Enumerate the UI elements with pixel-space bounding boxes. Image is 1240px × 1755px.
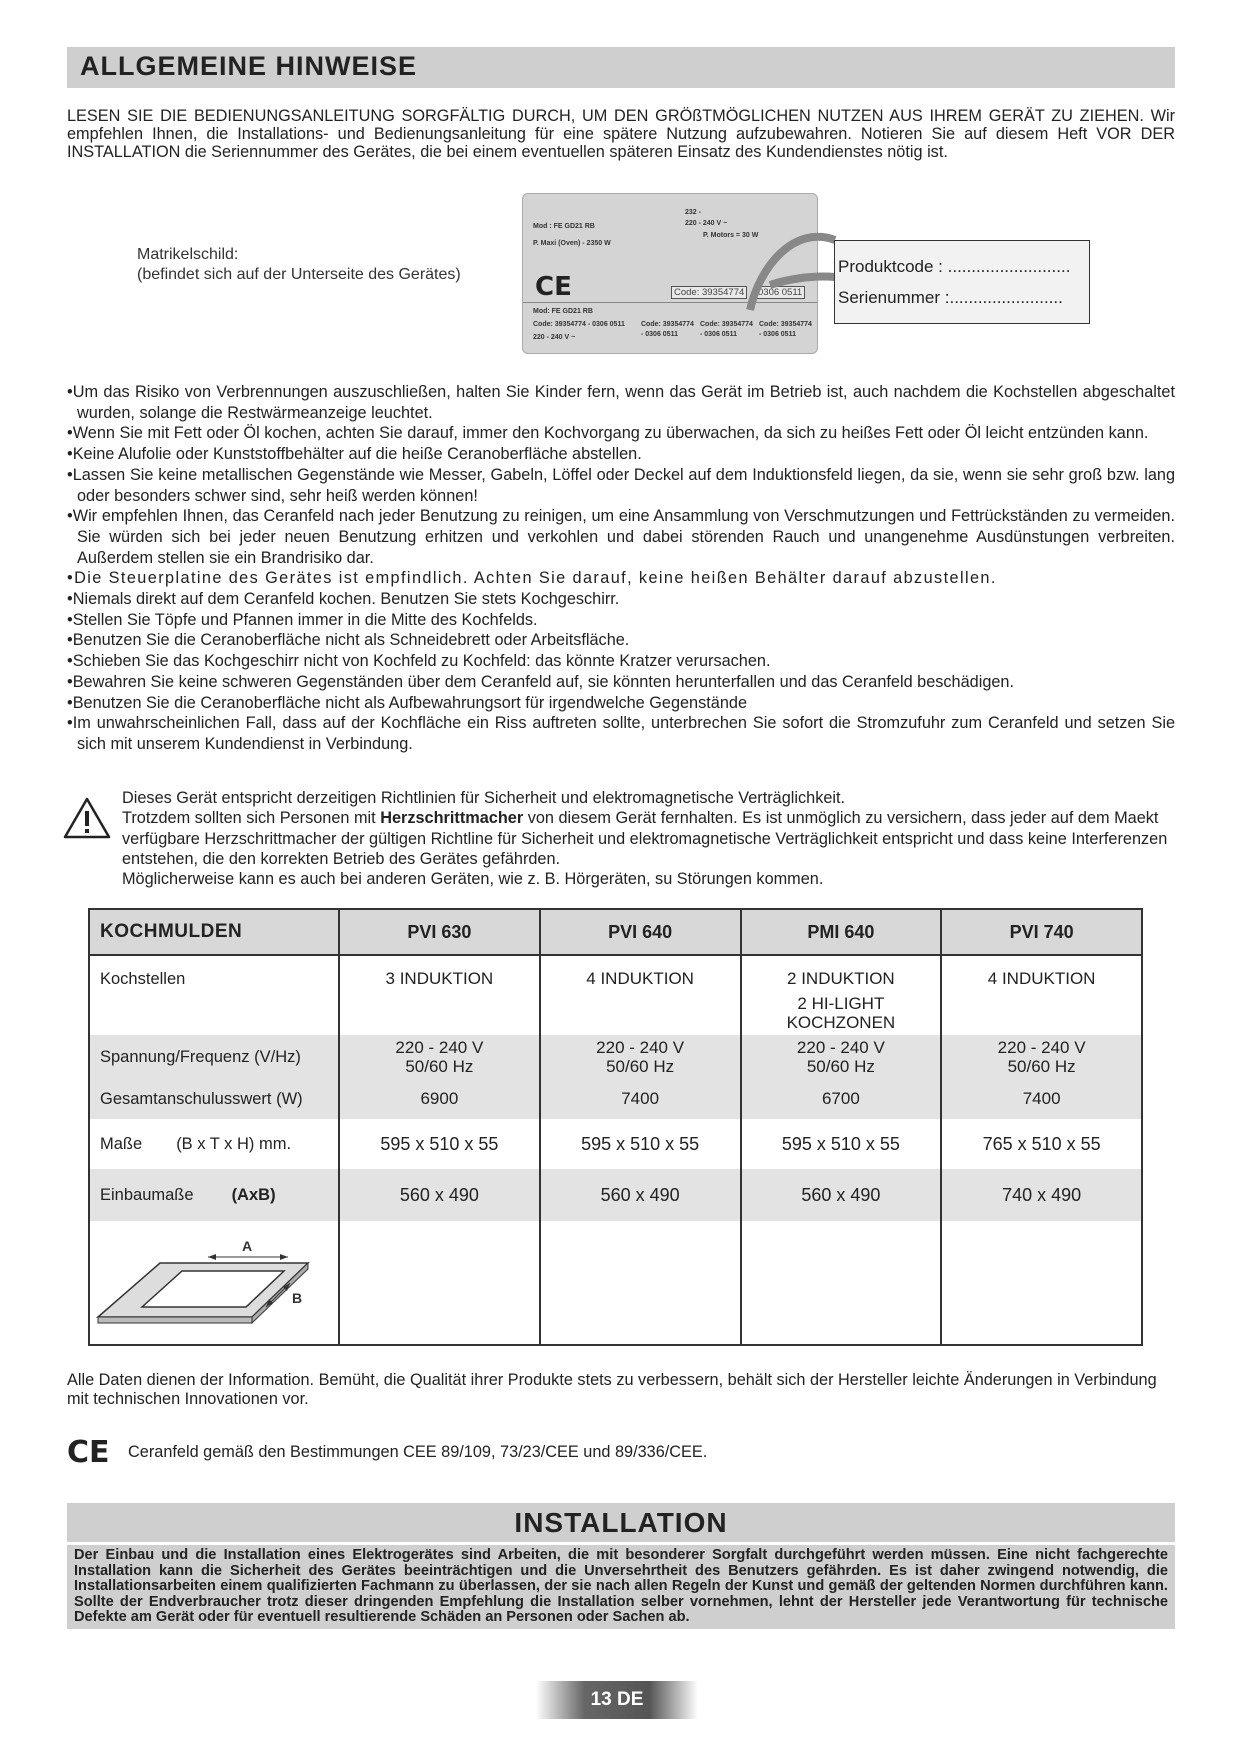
cutout-diagram: [90, 1221, 336, 1339]
installation-text: Der Einbau und die Installation eines Elektrogerätes sind Arbeiten, die mit besonderer Sorgfalt durchgeführt werden müssen. Eine nicht fachgerechte Installation kann die Sicherheit des Gerätes beeinträchtigen und die Unversehrtheit des Benutzers gefährden. Es ist daher zwingend notwendig, die Installationsarbeiten einem qualifizierten Fachmann zu überlassen, der sie nach allen Regeln der Kunst und gemäß der geltenden Normen durchführen kann. Sollte der Endverbraucher trotz dieser dringenden Empfehlung die Installation selber vornehmen, lehnt der Hersteller jede Verantwortung für technische Defekte am Gerät oder für eventuell resultierende Schäden an Personen oder Sachen ab.: [67, 1545, 1175, 1629]
table-header-cell: KOCHMULDEN: [89, 909, 339, 955]
list-item: •Benutzen Sie die Ceranoberfläche nicht als Aufbewahrungsort für irgendwelche Gegenstände: [67, 693, 747, 712]
warning-triangle-icon: [62, 796, 112, 840]
product-code-box: Produktcode : .......................... Serienummer :........................: [834, 240, 1090, 324]
pacemaker-warning: Dieses Gerät entspricht derzeitigen Richtlinien für Sicherheit und elektromagnetische Verträglichkeit. Trotzdem sollten sich Personen mit Herzschrittmacher von diesem Gerät fernhalten. Es ist unmöglich zu versichern, dass jeder auf dem Maekt verfügbare Herzschrittmacher der gültigen Richtline für Sicherheit und elektromagnetische Verträglichkeit entspricht und dass keine Interferenzen entstehen, die den korrekten Betrieb des Gerätes gefährden. Möglicherweise kann es auch bei anderen Geräten, wie z. B. Hörgeräten, su Störungen kommen.: [122, 789, 1168, 889]
disclaimer: Alle Daten dienen der Information. Bemüht, die Qualität ihrer Produkte stets zu verbessern, behält sich der Hersteller leichte Änderungen in Verbindung mit technischen Innovationen vor.: [67, 1371, 1157, 1408]
rating-plate-image: Mod : FE GD21 RB P. Maxi (Oven) - 2350 W 232 - 220 - 240 V ~ P. Motors = 30 W CE Code: 39354774 0306 0511 Mod: FE GD21 RB Code: 39354774 - 0306 0511 220 - 240 V ~ Code: 39354774 - 0306 0511 Code: 39354774 - 0306 0511 Code: 39354774 - 0306 0511: [522, 193, 818, 354]
list-item: •Im unwahrscheinlichen Fall, dass auf der Kochfläche ein Riss auftreten sollte, unterbrechen Sie sofort die Stromzufuhr zum Ceranfeld und setzen Sie sich mit unserem Kundendienst in Verbindung.: [67, 714, 1175, 753]
ce-compliance: CE Ceranfeld gemäß den Bestimmungen CEE 89/109, 73/23/CEE und 89/336/CEE.: [67, 1435, 708, 1470]
installation-header: INSTALLATION: [67, 1503, 1175, 1542]
list-item: •Wir empfehlen Ihnen, das Ceranfeld nach jeder Benutzung zu reinigen, um eine Ansammlung von Verschmutzungen und Fettrückständen zu vermeiden. Sie würden sich bei jeder neuen Benutzung erhitzen und verkohlen und dabei störenden Rauch und unangenehme Ausdünstungen verbreiten. Außerdem stellen sie ein Brandrisiko dar.: [67, 507, 1175, 567]
list-item: •Keine Alufolie oder Kunststoffbehälter auf die heiße Ceranoberfläche abstellen.: [67, 445, 642, 464]
dimension-b-label: B: [292, 1290, 303, 1306]
safety-list: [67, 382, 1175, 755]
ce-mark-icon: CE: [535, 272, 572, 302]
list-item: •Bewahren Sie keine schweren Gegenständen über dem Ceranfeld auf, sie könnten herunterfallen und das Ceranfeld beschädigen.: [67, 672, 1015, 691]
rating-plate-caption: Matrikelschild: (befindet sich auf der Unterseite des Gerätes): [137, 246, 461, 283]
table-header-row: [89, 909, 1142, 955]
ce-mark-icon: CE: [67, 1435, 110, 1470]
section-header: [67, 47, 1175, 88]
table-header-cell: PMI 640: [741, 909, 942, 955]
table-header-cell: PVI 640: [540, 909, 741, 955]
spec-table: [88, 908, 1143, 1346]
list-item: •Niemals direkt auf dem Ceranfeld kochen. Benutzen Sie stets Kochgeschirr.: [67, 590, 620, 609]
dimension-a-label: A: [242, 1238, 253, 1254]
page-number: 13 DE: [536, 1681, 698, 1719]
page-title: ALLGEMEINE HINWEISE: [80, 51, 418, 81]
list-item: •Lassen Sie keine metallischen Gegenstände wie Messer, Gabeln, Löffel oder Deckel auf dem Induktionsfeld liegen, da sie, wenn sie sehr groß bzw. lang oder besonders schwer sind, sehr heiß werden können!: [67, 465, 1175, 505]
list-item: •Die Steuerplatine des Gerätes ist empfindlich. Achten Sie darauf, keine heißen Behälter darauf abzustellen.: [67, 569, 997, 588]
table-header-cell: PVI 630: [339, 909, 540, 955]
table-row: [89, 1221, 1142, 1345]
list-item: •Wenn Sie mit Fett oder Öl kochen, achten Sie darauf, immer den Kochvorgang zu überwachen, da sich zu heißes Fett oder Öl leicht entzünden kann.: [67, 424, 1149, 443]
intro-paragraph: LESEN SIE DIE BEDIENUNGSANLEITUNG SORGFÄLTIG DURCH, UM DEN GRÖßTMÖGLICHEN NUTZEN AUS IHREM GERÄT ZU ZIEHEN. Wir empfehlen Ihnen, die Installations- und Bedienungsanleitung für eine spätere Nutzung aufzubewahren. Notieren Sie auf diesem Heft VOR DER INSTALLATION die Seriennummer des Gerätes, die bei einem eventuellen späteren Einsatz des Kundendienstes nötig ist.: [67, 107, 1175, 161]
table-header-cell: PVI 740: [941, 909, 1142, 955]
table-row: 2 HI-LIGHT KOCHZONEN: [89, 991, 1142, 1035]
table-row: Einbaumaße (AxB) 560 x 490 560 x 490 560 x 490 740 x 490: [89, 1169, 1142, 1221]
table-row: Maße (B x T x H) mm. 595 x 510 x 55 595 x 510 x 55 595 x 510 x 55 765 x 510 x 55: [89, 1119, 1142, 1169]
table-row: Kochstellen 3 INDUKTION 4 INDUKTION 2 INDUKTION 4 INDUKTION: [89, 955, 1142, 991]
table-row: Spannung/Frequenz (V/Hz) 220 - 240 V 50/60 Hz 220 - 240 V 50/60 Hz 220 - 240 V 50/60 Hz 220 - 240 V 50/60 Hz: [89, 1035, 1142, 1079]
list-item: •Schieben Sie das Kochgeschirr nicht von Kochfeld zu Kochfeld: das könnte Kratzer verursachen.: [67, 652, 771, 671]
table-row: Gesamtanschulusswert (W) 6900 7400 6700 7400: [89, 1079, 1142, 1119]
list-item: •Benutzen Sie die Ceranoberfläche nicht als Schneidebrett oder Arbeitsfläche.: [67, 631, 630, 650]
list-item: •Um das Risiko von Verbrennungen auszuschließen, halten Sie Kinder fern, wenn das Gerät im Betrieb ist, auch nachdem die Kochstellen abgeschaltet wurden, solange die Restwärmeanzeige leuchtet.: [67, 383, 1175, 422]
list-item: •Stellen Sie Töpfe und Pfannen immer in die Mitte des Kochfelds.: [67, 610, 538, 629]
